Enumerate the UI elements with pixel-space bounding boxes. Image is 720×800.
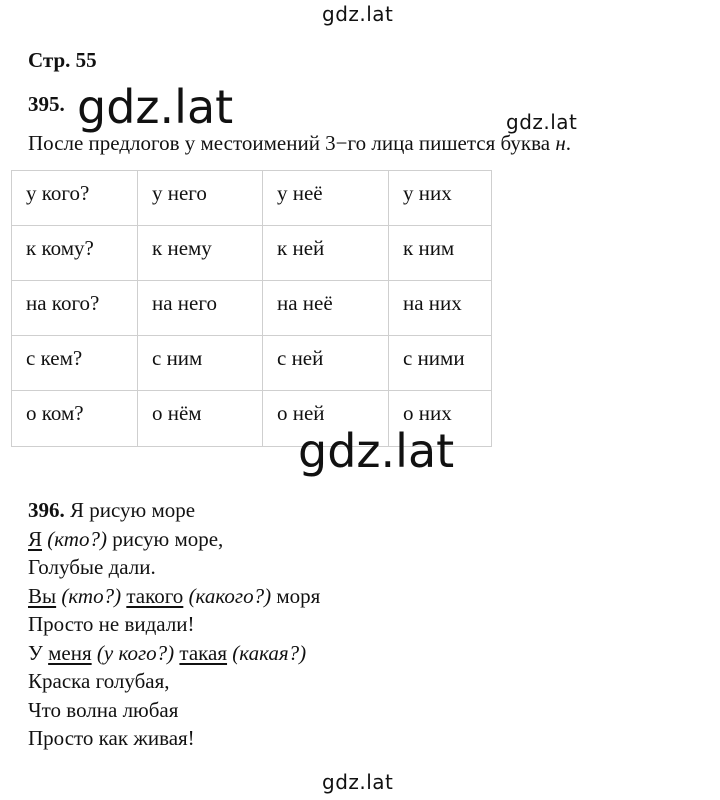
pronoun-table	[11, 170, 492, 447]
poem-line-5	[28, 639, 320, 668]
table-cell: о нём	[138, 391, 263, 447]
table-cell: к ней	[263, 226, 389, 281]
table-row	[12, 226, 492, 281]
table-row	[12, 281, 492, 336]
table-cell: с ними	[389, 336, 492, 391]
poem-title-line	[28, 496, 320, 525]
table-row	[12, 336, 492, 391]
page-reference: Стр. 55	[28, 48, 97, 72]
table-row	[12, 171, 492, 226]
question: (кто?)	[61, 583, 122, 608]
table-cell: на кого?	[12, 281, 138, 336]
word: такая	[179, 640, 228, 665]
poem-line-1	[28, 525, 320, 554]
table-cell: о ком?	[12, 391, 138, 447]
question: (кто?)	[47, 526, 107, 551]
table-cell: о ней	[263, 391, 389, 447]
question: (какого?)	[188, 583, 272, 608]
table-cell: на него	[138, 281, 263, 336]
watermark-top: gdz.lat	[322, 2, 394, 26]
table-cell: к кому?	[12, 226, 138, 281]
table-cell: с кем?	[12, 336, 138, 391]
rule-text: После предлогов у местоимений 3−го лица пишется буква	[28, 131, 556, 155]
table-cell: к нему	[138, 226, 263, 281]
watermark-bottom: gdz.lat	[322, 770, 394, 794]
poem-line-4: Просто не видали!	[28, 612, 195, 636]
exercise-395-number: 395.	[28, 92, 65, 116]
poem-line-8: Просто как живая!	[28, 726, 195, 750]
exercise-395-rule	[28, 131, 571, 156]
table-cell: у неё	[263, 171, 389, 226]
exercise-396	[28, 496, 320, 753]
poem-line-3	[28, 582, 320, 611]
table-cell: о них	[389, 391, 492, 447]
table-cell: с ней	[263, 336, 389, 391]
word: такого	[126, 583, 184, 608]
word: Я	[28, 526, 43, 551]
table-cell: у них	[389, 171, 492, 226]
question: (у кого?)	[96, 640, 175, 665]
line-rest: моря	[271, 583, 321, 608]
poem-line-7: Что волна любая	[28, 697, 179, 722]
watermark-large-1: gdz.lat	[77, 80, 234, 134]
line-pre: У	[28, 640, 49, 665]
question: (какая?)	[232, 640, 307, 665]
table-cell: на неё	[263, 281, 389, 336]
rule-period: .	[565, 131, 571, 155]
table-cell: у него	[138, 171, 263, 226]
table-cell: с ним	[138, 336, 263, 391]
poem-line-2: Голубые дали.	[28, 555, 156, 579]
word: Вы	[28, 583, 57, 608]
rule-letter: н	[555, 131, 566, 155]
word: меня	[48, 640, 92, 665]
line-rest: рисую море,	[106, 526, 224, 551]
watermark-large-2: gdz.lat	[298, 424, 455, 478]
exercise-396-number: 396.	[28, 498, 65, 522]
table-cell: к ним	[389, 226, 492, 281]
table-cell: у кого?	[12, 171, 138, 226]
watermark-right: gdz.lat	[506, 110, 578, 134]
poem-line-6: Краска голубая,	[28, 669, 170, 693]
poem-title: Я рисую море	[64, 498, 196, 522]
table-cell: на них	[389, 281, 492, 336]
